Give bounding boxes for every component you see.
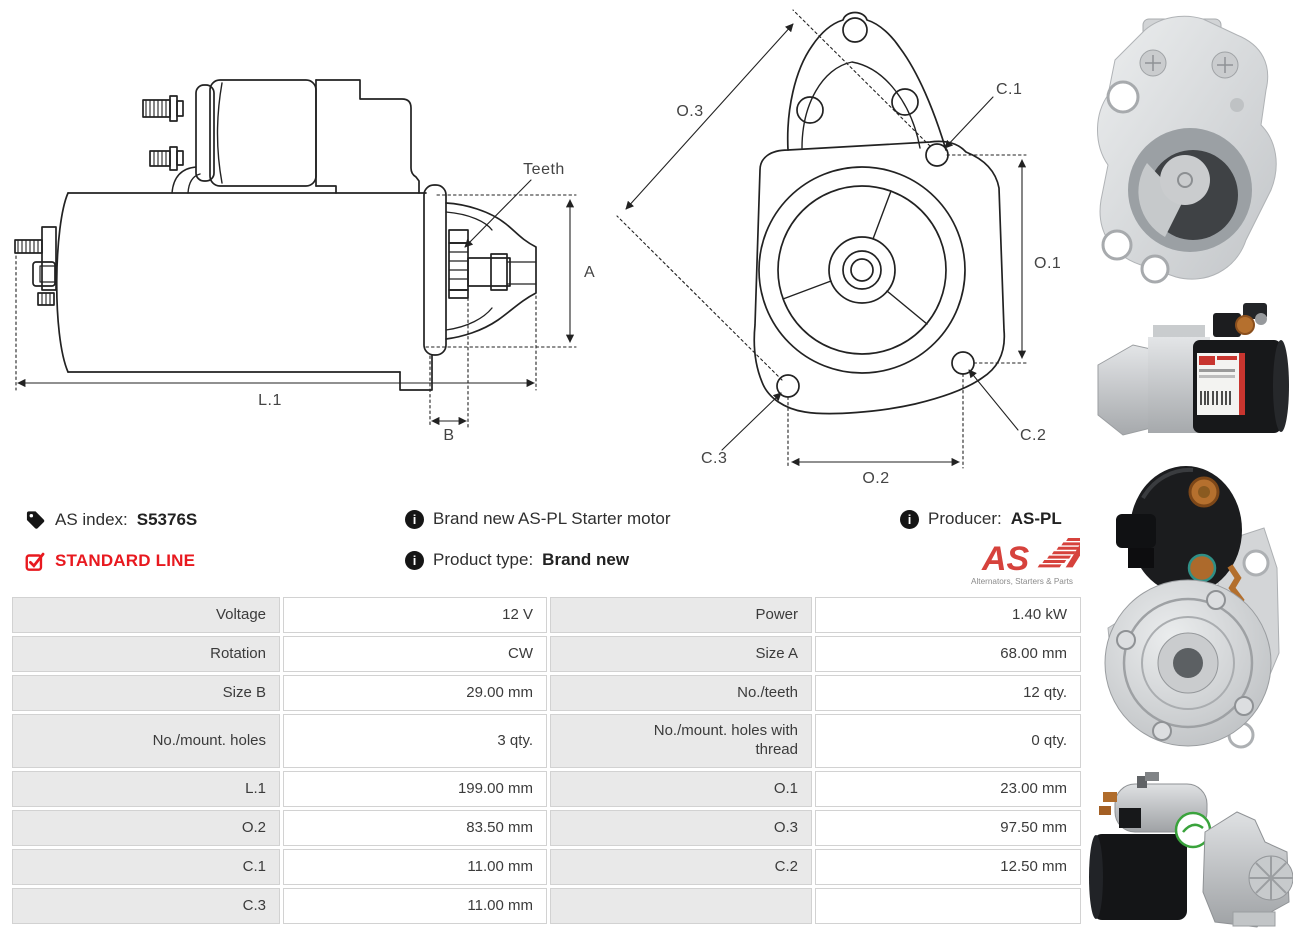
spec-label: No./mount. holes with thread xyxy=(550,714,812,768)
dim-label-c3: C.3 xyxy=(701,450,728,467)
dim-label-c2: C.2 xyxy=(1020,427,1047,444)
as-pl-logo-mark xyxy=(971,538,1080,586)
starter-side-label-photo[interactable] xyxy=(1093,295,1293,443)
spec-label xyxy=(550,888,812,924)
spec-value: 68.00 mm xyxy=(815,636,1081,672)
logo-text: AS xyxy=(982,540,1030,578)
description-item xyxy=(405,509,670,529)
spec-value: 1.40 kW xyxy=(815,597,1081,633)
spec-label: Size A xyxy=(550,636,812,672)
info-icon xyxy=(405,510,424,529)
spec-value: 11.00 mm xyxy=(283,888,547,924)
product-description: Brand new AS-PL Starter motor xyxy=(433,509,671,528)
product-type-label: Product type: xyxy=(433,550,534,569)
front-view-diagram xyxy=(617,10,1061,487)
dim-label-o1: O.1 xyxy=(1034,255,1062,272)
spec-value: 11.00 mm xyxy=(283,849,547,885)
standard-line-item xyxy=(24,550,195,572)
tag-icon xyxy=(24,509,46,531)
dim-label-o3: O.3 xyxy=(676,103,704,120)
spec-value: 12.50 mm xyxy=(815,849,1081,885)
spec-label: O.1 xyxy=(550,771,812,807)
spec-label: C.1 xyxy=(12,849,280,885)
starter-side xyxy=(1098,303,1289,435)
spec-table xyxy=(12,597,1081,924)
spec-value: 12 V xyxy=(283,597,547,633)
spec-label: C.3 xyxy=(12,888,280,924)
spec-label: No./mount. holes xyxy=(12,714,280,768)
spec-label: No./teeth xyxy=(550,675,812,711)
spec-label: O.2 xyxy=(12,810,280,846)
starter-side-2 xyxy=(1089,772,1293,927)
spec-value: 97.50 mm xyxy=(815,810,1081,846)
spec-value: 0 qty. xyxy=(815,714,1081,768)
dim-label-l1: L.1 xyxy=(258,392,282,409)
dim-label-b: B xyxy=(443,427,455,444)
spec-value xyxy=(815,888,1081,924)
spec-label: Voltage xyxy=(12,597,280,633)
producer-value: AS-PL xyxy=(1010,509,1062,528)
spec-value: 12 qty. xyxy=(815,675,1081,711)
spec-value: 3 qty. xyxy=(283,714,547,768)
dim-label-teeth: Teeth xyxy=(523,161,565,178)
starter-rear-solenoid-photo[interactable] xyxy=(1098,448,1283,768)
product-type-value: Brand new xyxy=(542,550,630,569)
spec-label: O.3 xyxy=(550,810,812,846)
producer-item xyxy=(900,509,1062,529)
info-icon xyxy=(900,510,919,529)
as-pl-logo xyxy=(958,534,1080,593)
side-view-diagram xyxy=(15,80,595,444)
as-index-value: S5376S xyxy=(136,510,198,529)
dim-label-a: A xyxy=(584,264,596,281)
info-icon xyxy=(405,551,424,570)
spec-label: Size B xyxy=(12,675,280,711)
spec-value: 29.00 mm xyxy=(283,675,547,711)
spec-label: Rotation xyxy=(12,636,280,672)
spec-value: 199.00 mm xyxy=(283,771,547,807)
standard-line-badge: STANDARD LINE xyxy=(55,551,196,570)
dim-label-c1: C.1 xyxy=(996,81,1023,98)
flange-body xyxy=(1098,16,1277,282)
as-index-label: AS index: xyxy=(55,510,128,529)
checkbox-checked-icon xyxy=(24,550,46,572)
starter-front-view-photo[interactable] xyxy=(1085,5,1290,293)
spec-label: L.1 xyxy=(12,771,280,807)
spec-label: Power xyxy=(550,597,812,633)
producer-label: Producer: xyxy=(928,509,1002,528)
spec-value: CW xyxy=(283,636,547,672)
logo-tagline: Alternators, Starters & Parts xyxy=(971,577,1073,586)
spec-value: 83.50 mm xyxy=(283,810,547,846)
technical-diagrams xyxy=(0,0,1080,500)
as-index-item xyxy=(24,509,197,531)
product-type-item xyxy=(405,550,629,570)
dim-label-o2: O.2 xyxy=(862,470,890,487)
spec-label: C.2 xyxy=(550,849,812,885)
starter-rear xyxy=(1105,466,1279,747)
starter-side-nose-photo[interactable] xyxy=(1085,772,1293,932)
spec-value: 23.00 mm xyxy=(815,771,1081,807)
